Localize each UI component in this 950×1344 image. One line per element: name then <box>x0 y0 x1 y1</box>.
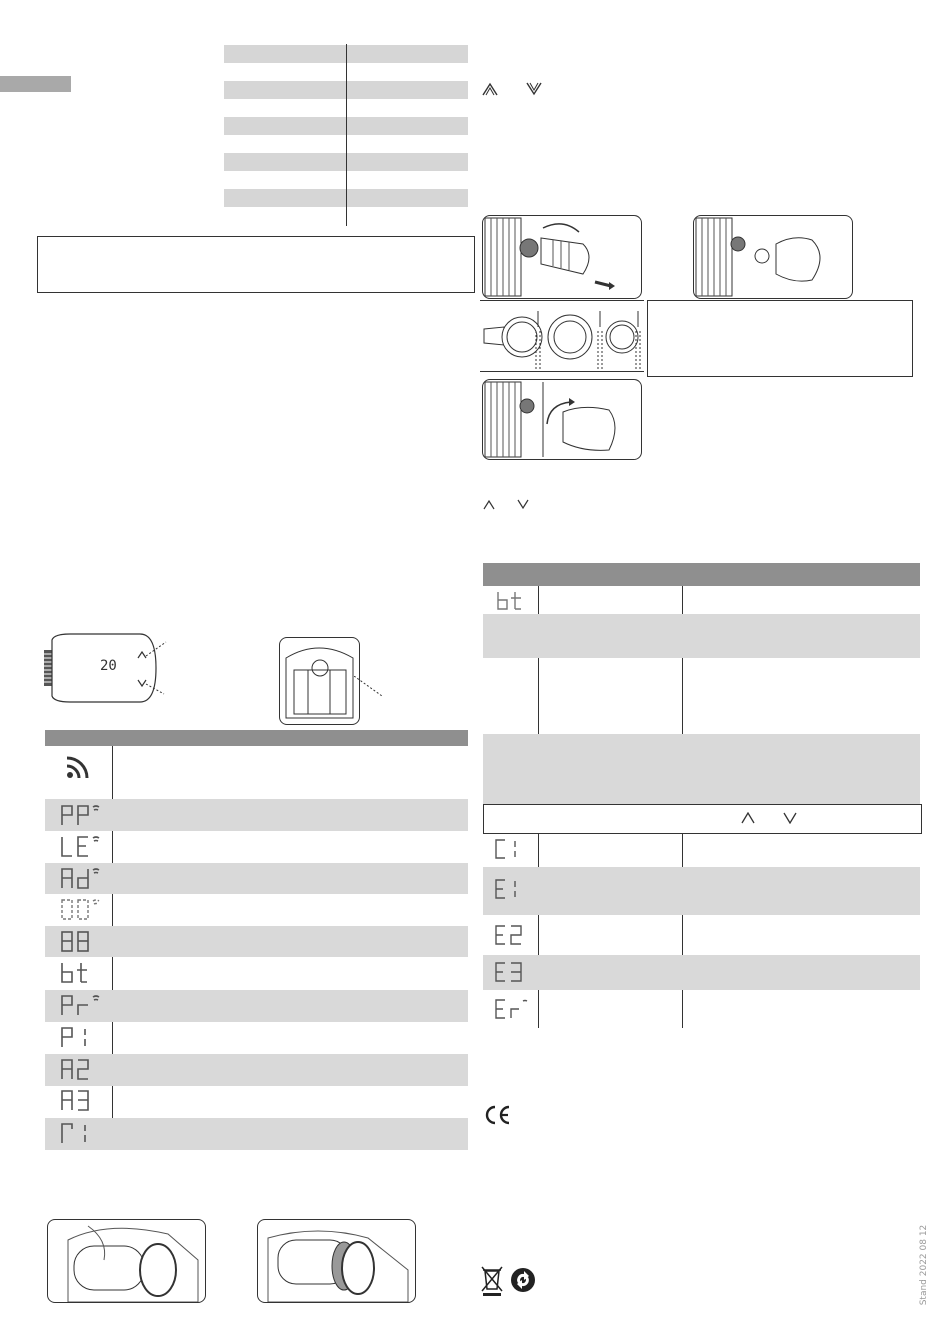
remove-cover-illustration <box>257 1219 416 1303</box>
table-row <box>483 955 920 990</box>
table-row <box>483 734 920 804</box>
segment-display-icon <box>59 1088 103 1112</box>
segment-display-icon <box>59 1121 103 1145</box>
table-row <box>483 614 920 658</box>
thermostat-front-illustration <box>40 628 180 708</box>
table-row <box>45 863 468 894</box>
segment-display-icon <box>59 1057 103 1081</box>
segment-display-icon <box>495 589 531 611</box>
language-tab <box>0 76 71 92</box>
wireless-signal-icon <box>65 754 93 780</box>
crossed-bin-icon <box>480 1265 504 1297</box>
table-header <box>483 563 920 586</box>
table-row <box>45 926 468 957</box>
segment-display-icon <box>493 923 529 947</box>
segment-display-icon <box>59 929 103 953</box>
arrow-note-row <box>483 804 922 834</box>
svg-text:20: 20 <box>100 658 117 674</box>
status-code-table <box>483 563 920 1028</box>
mount-thermostat-illustration <box>482 379 642 460</box>
battery-compartment-illustration <box>279 637 360 725</box>
segment-display-icon <box>493 837 529 861</box>
green-dot-icon <box>510 1267 536 1293</box>
table-row <box>45 799 468 831</box>
segment-display-icon <box>493 877 529 901</box>
adapter-mounting-illustration <box>693 215 853 299</box>
adapter-note-box <box>647 300 913 377</box>
segment-display-icon <box>59 1025 103 1049</box>
down-arrow-icon <box>517 499 529 510</box>
table-row <box>45 1054 468 1086</box>
table-row <box>483 867 920 915</box>
ce-mark-icon <box>483 1105 511 1125</box>
segment-display-icon <box>59 993 103 1017</box>
segment-display-icon <box>59 834 103 858</box>
down-arrow-icon <box>783 812 797 824</box>
table-row <box>45 1118 468 1150</box>
segment-display-icon <box>59 803 103 827</box>
segment-display-icon <box>59 960 103 984</box>
up-arrow-icon <box>741 812 755 824</box>
segment-display-icon <box>59 897 103 921</box>
up-arrow-icon <box>483 499 495 510</box>
segment-display-icon <box>493 960 529 984</box>
segment-display-icon <box>493 997 529 1021</box>
revision-stamp <box>904 1210 944 1320</box>
adapter-alignment-illustration <box>480 300 644 372</box>
remove-old-head-illustration <box>482 215 642 299</box>
notice-box <box>37 236 475 293</box>
revision-date: Stand 2022 08 12 <box>919 1224 929 1306</box>
down-arrow-icon <box>526 82 542 96</box>
callout-line <box>354 676 384 698</box>
spec-divider <box>346 44 347 226</box>
display-symbol-table <box>45 730 468 1150</box>
open-cover-illustration <box>47 1219 206 1303</box>
up-arrow-icon <box>482 82 498 96</box>
segment-display-icon <box>59 866 103 890</box>
table-header <box>45 730 468 746</box>
table-row <box>45 990 468 1022</box>
